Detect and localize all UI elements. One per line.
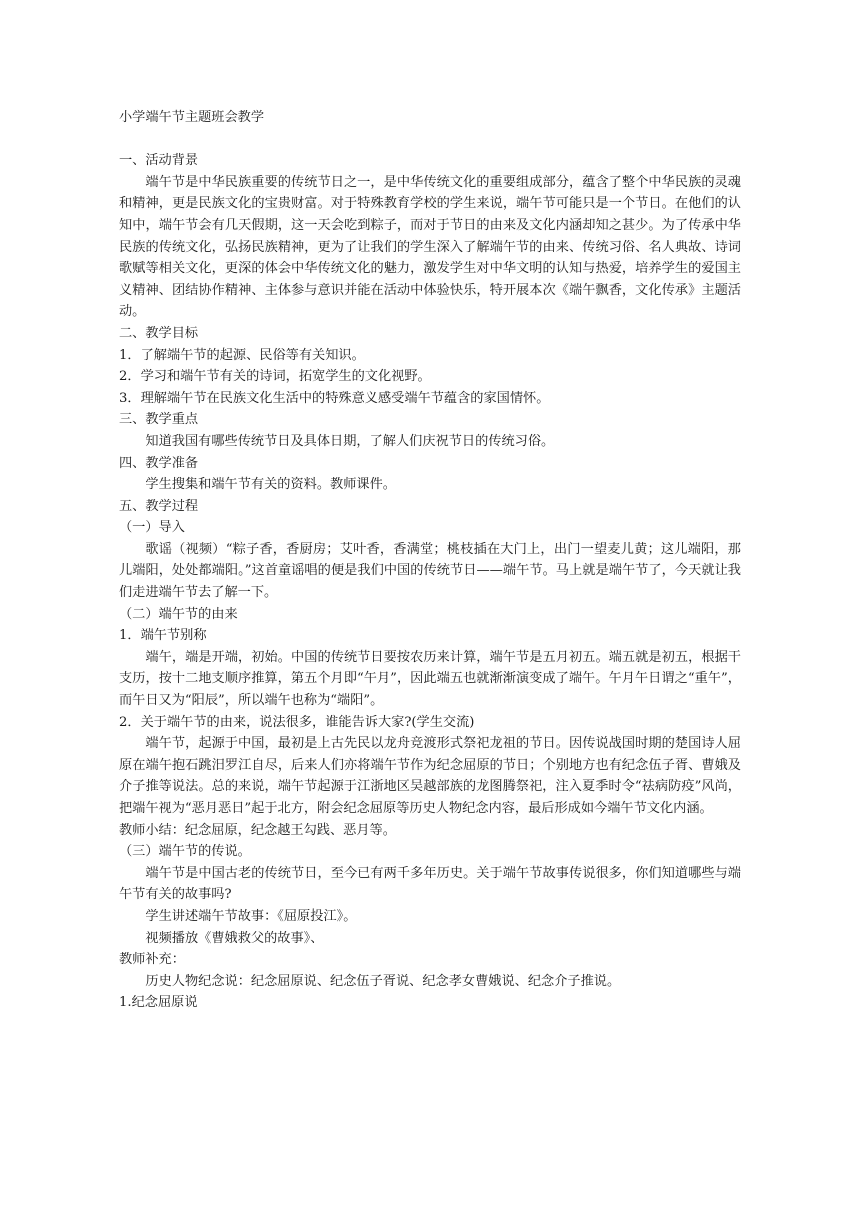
body-paragraph: 学生搜集和端午节有关的资料。教师课件。 bbox=[145, 477, 396, 493]
body-paragraph: 知道我国有哪些传统节日及具体日期，了解人们庆祝节日的传统习俗。 bbox=[145, 433, 555, 449]
section-heading: 四、教学准备 bbox=[119, 455, 199, 471]
document-lines bbox=[119, 150, 741, 1014]
document-body bbox=[119, 107, 741, 1014]
list-item: 2．关于端午节的由来，说法很多，谁能告诉大家?(学生交流) bbox=[119, 714, 475, 730]
list-item: 1．了解端午节的起源、民俗等有关知识。 bbox=[119, 347, 365, 363]
body-paragraph: 历史人物纪念说：纪念屈原说、纪念伍子胥说、纪念孝女曹娥说、纪念介子推说。 bbox=[145, 973, 621, 989]
body-paragraph: 视频播放《曹娥救父的故事》、 bbox=[145, 930, 324, 946]
body-paragraph: 歌谣（视频）“粽子香，香厨房；艾叶香，香满堂；桃枝插在大门上，出门一望麦儿黄；这儿端阳，那儿端阳，处处都端阳。”这首童谣唱的便是我们中国的传统节日——端午节。马上就是端午节了，今天就让我们走进端午节去了解一下。 bbox=[119, 541, 741, 601]
list-item: 1．端午节别称 bbox=[119, 628, 207, 644]
list-item: 1.纪念屈原说 bbox=[119, 995, 198, 1011]
body-paragraph: 端午节，起源于中国，最初是上古先民以龙舟竞渡形式祭祀龙祖的节日。因传说战国时期的楚国诗人屈原在端午抱石跳汨罗江自尽，后来人们亦将端午节作为纪念屈原的节日；个别地方也有纪念伍子胥、曹娥及介子推等说法。总的来说，端午节起源于江浙地区吴越部族的龙图腾祭祀，注入夏季时令“祛病防疫”风尚，把端午视为“恶月恶日”起于北方，附会纪念屈原等历史人物纪念内容，最后形成如今端午节文化内涵。 bbox=[119, 736, 741, 816]
list-item: 2．学习和端午节有关的诗词，拓宽学生的文化视野。 bbox=[119, 369, 431, 385]
body-paragraph: 端午节是中国古老的传统节日，至今已有两千多年历史。关于端午节故事传说很多，你们知道哪些与端午节有关的故事吗? bbox=[119, 865, 741, 903]
body-paragraph: 端午节是中华民族重要的传统节日之一，是中华传统文化的重要组成部分，蕴含了整个中华民族的灵魂和精神，更是民族文化的宝贵财富。对于特殊教育学校的学生来说，端午节可能只是一个节日。在他们的认知中，端午节会有几天假期，这一天会吃到粽子，而对于节日的由来及文化内涵却知之甚少。为了传承中华民族的传统文化，弘扬民族精神，更为了让我们的学生深入了解端午节的由来、传统习俗、名人典故、诗词歌赋等相关文化，更深的体会中华传统文化的魅力，激发学生对中华文明的认知与热爱，培养学生的爱国主义精神、团结协作精神、主体参与意识并能在活动中体验快乐，特开展本次《端午飘香，文化传承》主题活动。 bbox=[119, 174, 741, 320]
list-item: 教师小结：纪念屈原，纪念越王勾践、恶月等。 bbox=[119, 822, 396, 838]
section-heading: （二）端午节的由来 bbox=[119, 606, 238, 622]
section-heading: 三、教学重点 bbox=[119, 412, 199, 428]
list-item: 3．理解端午节在民族文化生活中的特殊意义感受端午节蕴含的家国情怀。 bbox=[119, 390, 550, 406]
list-item: 教师补充： bbox=[119, 952, 185, 968]
section-heading: 二、教学目标 bbox=[119, 325, 199, 341]
section-heading: （一）导入 bbox=[119, 520, 185, 536]
section-heading: 一、活动背景 bbox=[119, 153, 199, 169]
section-heading: 五、教学过程 bbox=[119, 498, 199, 514]
body-paragraph: 学生讲述端午节故事：《屈原投江》。 bbox=[145, 908, 357, 924]
document-title: 小学端午节主题班会教学 bbox=[119, 110, 265, 125]
section-heading: （三）端午节的传说。 bbox=[119, 844, 251, 860]
body-paragraph: 端午，端是开端，初始。中国的传统节日要按农历来计算，端午节是五月初五。端五就是初五，根据干支历，按十二地支顺序推算，第五个月即“午月”，因此端五也就渐渐演变成了端午。午月午日谓之“重午”，而午日又为“阳辰”，所以端午也称为“端阳”。 bbox=[119, 649, 741, 709]
